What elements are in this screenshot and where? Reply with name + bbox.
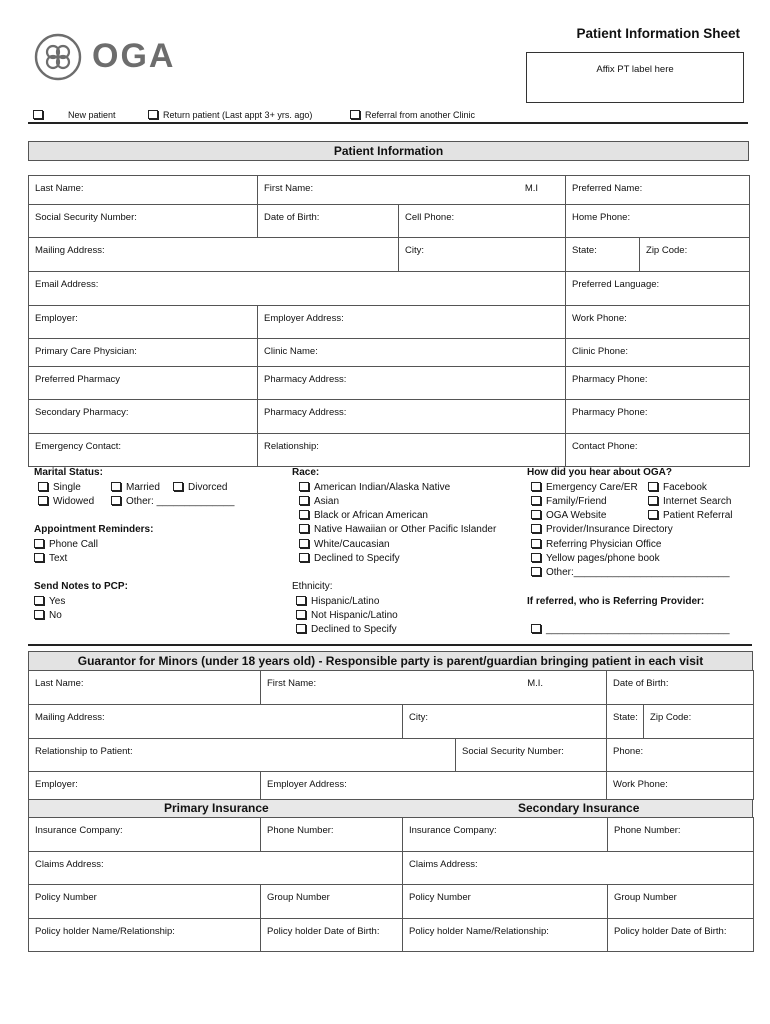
pcp-label: Primary Care Physician: xyxy=(35,346,137,357)
checkbox-icon[interactable] xyxy=(531,524,541,533)
marital-heading: Marital Status: xyxy=(34,467,103,478)
g-relationship-field[interactable] xyxy=(29,739,456,772)
g-employer-address-field[interactable] xyxy=(261,772,607,800)
divorced-option[interactable] xyxy=(173,482,227,493)
facebook-option[interactable] xyxy=(648,482,707,493)
secondary-pharmacy-label: Secondary Pharmacy: xyxy=(35,407,129,418)
policy-2-field[interactable] xyxy=(403,885,608,919)
policy-field[interactable] xyxy=(29,885,261,919)
clinic-name-label: Clinic Name: xyxy=(264,346,318,357)
g-zip-field[interactable] xyxy=(644,705,754,739)
ethnicity-option-3[interactable] xyxy=(296,624,397,635)
cell-phone-field[interactable] xyxy=(399,205,566,238)
checkbox-icon[interactable] xyxy=(299,510,309,519)
ins-phone-2-label: Phone Number: xyxy=(614,825,681,836)
logo xyxy=(34,33,184,83)
ssn-label: Social Security Number: xyxy=(35,212,137,223)
g-city-field[interactable] xyxy=(403,705,607,739)
ins-company-2-field[interactable] xyxy=(403,818,608,852)
referral-label: Referral from another Clinic xyxy=(365,110,476,120)
city-field[interactable] xyxy=(399,238,566,272)
holder-dob-field[interactable] xyxy=(261,919,403,952)
last-name-field[interactable] xyxy=(29,176,258,205)
hear-heading: How did you hear about OGA? xyxy=(527,467,672,478)
ins-company-label: Insurance Company: xyxy=(35,825,123,836)
guarantor-heading xyxy=(28,651,753,671)
policy-label: Policy Number xyxy=(35,892,97,903)
ssn-field[interactable] xyxy=(29,205,258,238)
checkbox-icon[interactable] xyxy=(531,510,541,519)
race-option-6[interactable] xyxy=(299,553,400,564)
city-label: City: xyxy=(405,245,424,256)
notes-pcp-heading: Send Notes to PCP: xyxy=(34,581,128,592)
married-option[interactable] xyxy=(111,482,160,493)
referring-option[interactable] xyxy=(531,539,661,550)
ins-company-field[interactable] xyxy=(29,818,261,852)
patient-info-heading xyxy=(28,141,749,161)
g-last-name-field[interactable] xyxy=(29,671,261,705)
married-label: Married xyxy=(126,482,160,493)
ins-company-2-label: Insurance Company: xyxy=(409,825,497,836)
guarantor-divider xyxy=(28,644,752,646)
single-option[interactable] xyxy=(38,482,81,493)
patient-referral-label: Patient Referral xyxy=(663,510,733,521)
other-marital-label: Other: ______________ xyxy=(126,496,235,507)
ethnicity-option-1[interactable] xyxy=(296,596,379,607)
employer-address-label: Employer Address: xyxy=(264,313,344,324)
ethnicity-option-2[interactable] xyxy=(296,610,398,621)
referred-provider-option[interactable] xyxy=(531,624,730,635)
preferred-language-field[interactable] xyxy=(566,272,750,306)
checkbox-icon[interactable] xyxy=(34,596,44,605)
insurance-table xyxy=(28,817,754,952)
last-name-label: Last Name: xyxy=(35,183,84,194)
employer-label: Employer: xyxy=(35,313,78,324)
checkbox-icon[interactable] xyxy=(648,510,658,519)
pharmacy-phone-2-label: Pharmacy Phone: xyxy=(572,407,648,418)
reminders-heading: Appointment Reminders: xyxy=(34,524,154,535)
mailing-address-field[interactable] xyxy=(29,238,399,272)
email-field[interactable] xyxy=(29,272,566,306)
other-marital-option[interactable] xyxy=(111,496,234,507)
divorced-label: Divorced xyxy=(188,482,228,493)
dob-field[interactable] xyxy=(258,205,399,238)
group-label: Group Number xyxy=(267,892,330,903)
checkbox-icon[interactable] xyxy=(34,553,44,562)
checkbox-icon[interactable] xyxy=(350,110,360,119)
claims-2-field[interactable] xyxy=(403,852,754,885)
checkbox-icon[interactable] xyxy=(299,496,309,505)
claims-field[interactable] xyxy=(29,852,403,885)
work-phone-label: Work Phone: xyxy=(572,313,627,324)
race-option-label: White/Caucasian xyxy=(314,539,390,550)
checkbox-icon[interactable] xyxy=(111,482,121,491)
secondary-pharmacy-field[interactable] xyxy=(29,400,258,434)
checkbox-icon[interactable] xyxy=(34,539,44,548)
cell-phone-label: Cell Phone: xyxy=(405,212,455,223)
internet-option[interactable] xyxy=(648,496,731,507)
pt-label-text: Affix PT label here xyxy=(596,64,674,75)
g-dob-field[interactable] xyxy=(607,671,754,705)
state-label: State: xyxy=(572,245,597,256)
new-patient-option[interactable] xyxy=(33,110,116,120)
g-state-label: State: xyxy=(613,712,638,723)
referral-option[interactable] xyxy=(350,110,475,120)
policy-2-label: Policy Number xyxy=(409,892,471,903)
referred-question: If referred, who is Referring Provider: xyxy=(527,596,705,607)
emergency-option[interactable] xyxy=(531,482,638,493)
race-option-label: Declined to Specify xyxy=(314,553,400,564)
holder-field[interactable] xyxy=(29,919,261,952)
race-option-label: Native Hawaiian or Other Pacific Islander xyxy=(314,524,497,535)
ethnicity-option-label: Hispanic/Latino xyxy=(311,596,380,607)
checkbox-icon[interactable] xyxy=(299,539,309,548)
secondary-insurance-heading: Secondary Insurance xyxy=(518,801,640,815)
pharmacy-address-label: Pharmacy Address: xyxy=(264,374,347,385)
race-option-5[interactable] xyxy=(299,539,390,550)
pharmacy-address-field[interactable] xyxy=(258,367,566,400)
primary-insurance-heading: Primary Insurance xyxy=(164,801,269,815)
group-2-label: Group Number xyxy=(614,892,677,903)
patient-referral-option[interactable] xyxy=(648,510,732,521)
pharmacy-phone-label: Pharmacy Phone: xyxy=(572,374,648,385)
relationship-field[interactable] xyxy=(258,434,566,467)
race-option-label: American Indian/Alaska Native xyxy=(314,482,451,493)
checkbox-icon[interactable] xyxy=(299,553,309,562)
referring-label: Referring Physician Office xyxy=(546,539,662,550)
ins-phone-field[interactable] xyxy=(261,818,403,852)
website-label: OGA Website xyxy=(546,510,607,521)
checkbox-icon[interactable] xyxy=(531,567,541,576)
return-patient-option[interactable] xyxy=(148,110,312,120)
g-last-name-label: Last Name: xyxy=(35,678,84,689)
holder-label: Policy holder Name/Relationship: xyxy=(35,926,175,937)
claims-2-label: Claims Address: xyxy=(409,859,478,870)
work-phone-field[interactable] xyxy=(566,306,750,339)
holder-dob-2-field[interactable] xyxy=(608,919,754,952)
group-field[interactable] xyxy=(261,885,403,919)
logo-knot-icon xyxy=(34,33,84,83)
checkbox-icon[interactable] xyxy=(296,624,306,633)
contact-phone-label: Contact Phone: xyxy=(572,441,638,452)
ins-phone-label: Phone Number: xyxy=(267,825,334,836)
claims-label: Claims Address: xyxy=(35,859,104,870)
insurance-heading-band xyxy=(28,799,753,818)
internet-label: Internet Search xyxy=(663,496,732,507)
g-zip-label: Zip Code: xyxy=(650,712,692,723)
checkbox-icon[interactable] xyxy=(38,482,48,491)
race-option-2[interactable] xyxy=(299,496,339,507)
provider-option[interactable] xyxy=(531,524,673,535)
checkbox-icon[interactable] xyxy=(296,610,306,619)
page-title: Patient Information Sheet xyxy=(576,26,740,41)
ethnicity-option-label: Declined to Specify xyxy=(311,624,397,635)
checkbox-icon[interactable] xyxy=(34,610,44,619)
zip-label: Zip Code: xyxy=(646,245,688,256)
checkbox-icon[interactable] xyxy=(531,496,541,505)
zip-field[interactable] xyxy=(640,238,750,272)
g-state-field[interactable] xyxy=(607,705,644,739)
checkbox-icon[interactable] xyxy=(148,110,158,119)
family-label: Family/Friend xyxy=(546,496,607,507)
checkbox-icon[interactable] xyxy=(531,539,541,548)
guarantor-heading-text: Guarantor for Minors (under 18 years old) - Responsible party is parent/guardian bringing patient in each visit xyxy=(77,654,704,668)
g-first-name-label: First Name: xyxy=(267,678,317,689)
pharmacy-address-2-label: Pharmacy Address: xyxy=(264,407,347,418)
checkbox-icon[interactable] xyxy=(648,496,658,505)
holder-2-label: Policy holder Name/Relationship: xyxy=(409,926,549,937)
emergency-contact-label: Emergency Contact: xyxy=(35,441,122,452)
preferred-pharmacy-field[interactable] xyxy=(29,367,258,400)
preferred-name-field[interactable] xyxy=(566,176,750,205)
g-mailing-address-label: Mailing Address: xyxy=(35,712,105,723)
other-hear-label: Other:____________________________ xyxy=(546,567,730,578)
family-option[interactable] xyxy=(531,496,607,507)
new-patient-label: New patient xyxy=(68,110,116,120)
checkbox-icon[interactable] xyxy=(531,624,541,633)
g-employer-field[interactable] xyxy=(29,772,261,800)
g-work-phone-field[interactable] xyxy=(607,772,754,800)
state-field[interactable] xyxy=(566,238,640,272)
checkbox-icon[interactable] xyxy=(296,596,306,605)
guarantor-table xyxy=(28,670,754,800)
g-phone-field[interactable] xyxy=(607,739,754,772)
race-option-label: Black or African American xyxy=(314,510,428,521)
checkbox-icon[interactable] xyxy=(648,482,658,491)
clinic-phone-label: Clinic Phone: xyxy=(572,346,628,357)
g-employer-label: Employer: xyxy=(35,779,78,790)
g-relationship-label: Relationship to Patient: xyxy=(35,746,133,757)
pcp-field[interactable] xyxy=(29,339,258,367)
g-phone-label: Phone: xyxy=(613,746,644,757)
return-patient-label: Return patient (Last appt 3+ yrs. ago) xyxy=(163,110,313,120)
phone-call-option[interactable] xyxy=(34,539,98,550)
clinic-phone-field[interactable] xyxy=(566,339,750,367)
home-phone-field[interactable] xyxy=(566,205,750,238)
g-first-name-field[interactable] xyxy=(261,671,607,705)
patient-info-table xyxy=(28,175,750,467)
g-city-label: City: xyxy=(409,712,428,723)
race-heading: Race: xyxy=(292,467,320,478)
holder-dob-2-label: Policy holder Date of Birth: xyxy=(614,926,727,937)
race-option-1[interactable] xyxy=(299,482,450,493)
employer-address-field[interactable] xyxy=(258,306,566,339)
text-label: Text xyxy=(49,553,68,564)
single-label: Single xyxy=(53,482,81,493)
first-name-field[interactable] xyxy=(258,176,566,205)
mi-label: M.I xyxy=(524,183,539,194)
provider-label: Provider/Insurance Directory xyxy=(546,524,673,535)
pharmacy-address-2-field[interactable] xyxy=(258,400,566,434)
checkbox-icon[interactable] xyxy=(531,553,541,562)
emergency-contact-field[interactable] xyxy=(29,434,258,467)
no-label: No xyxy=(49,610,62,621)
referred-provider-line: _________________________________ xyxy=(546,624,730,635)
checkbox-icon[interactable] xyxy=(173,482,183,491)
preferred-name-label: Preferred Name: xyxy=(572,183,643,194)
holder-2-field[interactable] xyxy=(403,919,608,952)
preferred-language-label: Preferred Language: xyxy=(572,279,660,290)
g-mi-label: M.I. xyxy=(527,678,544,689)
clinic-name-field[interactable] xyxy=(258,339,566,367)
emergency-label: Emergency Care/ER xyxy=(546,482,638,493)
employer-field[interactable] xyxy=(29,306,258,339)
email-label: Email Address: xyxy=(35,279,99,290)
holder-dob-label: Policy holder Date of Birth: xyxy=(267,926,380,937)
g-ssn-label: Social Security Number: xyxy=(462,746,564,757)
yellow-label: Yellow pages/phone book xyxy=(546,553,660,564)
text-option[interactable] xyxy=(34,553,67,564)
g-work-phone-label: Work Phone: xyxy=(613,779,668,790)
yes-option[interactable] xyxy=(34,596,65,607)
g-dob-label: Date of Birth: xyxy=(613,678,669,689)
patient-info-heading-text: Patient Information xyxy=(333,144,444,158)
checkbox-icon[interactable] xyxy=(531,482,541,491)
checkbox-icon[interactable] xyxy=(299,524,309,533)
preferred-pharmacy-label: Preferred Pharmacy xyxy=(35,374,121,385)
dob-label: Date of Birth: xyxy=(264,212,320,223)
checkbox-icon[interactable] xyxy=(38,496,48,505)
g-employer-address-label: Employer Address: xyxy=(267,779,347,790)
ins-phone-2-field[interactable] xyxy=(608,818,754,852)
g-ssn-field[interactable] xyxy=(456,739,607,772)
ethnicity-heading: Ethnicity: xyxy=(292,581,333,592)
yes-label: Yes xyxy=(49,596,66,607)
g-mailing-address-field[interactable] xyxy=(29,705,403,739)
pharmacy-phone-field[interactable] xyxy=(566,367,750,400)
pharmacy-phone-2-field[interactable] xyxy=(566,400,750,434)
first-name-label: First Name: xyxy=(264,183,314,194)
relationship-label: Relationship: xyxy=(264,441,319,452)
checkbox-icon[interactable] xyxy=(299,482,309,491)
ethnicity-option-label: Not Hispanic/Latino xyxy=(311,610,398,621)
facebook-label: Facebook xyxy=(663,482,707,493)
home-phone-label: Home Phone: xyxy=(572,212,631,223)
checkbox-icon[interactable] xyxy=(33,110,43,119)
website-option[interactable] xyxy=(531,510,606,521)
mailing-address-label: Mailing Address: xyxy=(35,245,105,256)
widowed-option[interactable] xyxy=(38,496,94,507)
yellow-option[interactable] xyxy=(531,553,660,564)
race-option-label: Asian xyxy=(314,496,340,507)
other-hear-option[interactable] xyxy=(531,567,730,578)
race-option-4[interactable] xyxy=(299,524,496,535)
logo-text: OGA xyxy=(92,37,176,75)
checkbox-icon[interactable] xyxy=(111,496,121,505)
group-2-field[interactable] xyxy=(608,885,754,919)
pt-label-box[interactable] xyxy=(526,52,744,103)
race-option-3[interactable] xyxy=(299,510,428,521)
header-divider xyxy=(28,122,748,124)
widowed-label: Widowed xyxy=(53,496,95,507)
phone-call-label: Phone Call xyxy=(49,539,98,550)
contact-phone-field[interactable] xyxy=(566,434,750,467)
no-option[interactable] xyxy=(34,610,62,621)
